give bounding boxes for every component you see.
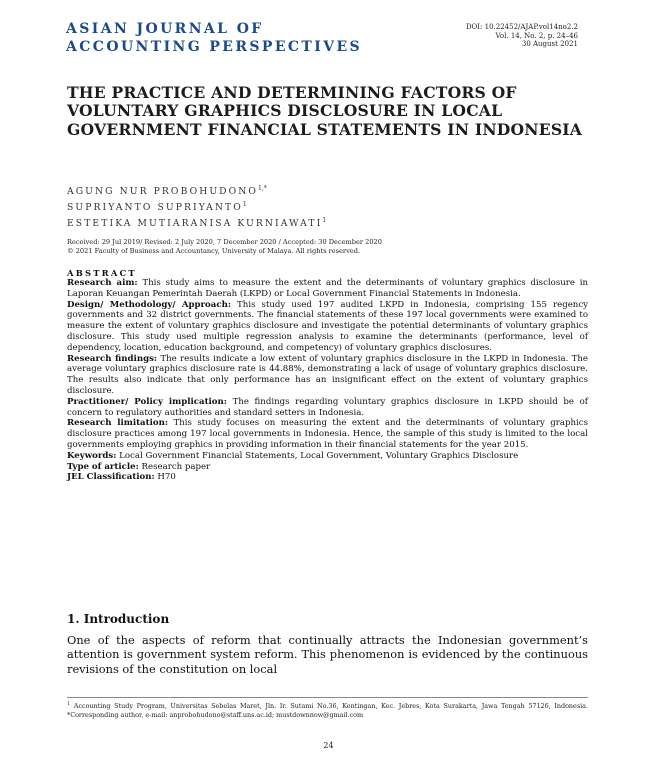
abstract-section	[67, 472, 588, 483]
abstract-label: Research findings:	[67, 353, 158, 364]
abstract-section	[67, 418, 588, 450]
page-number: 24	[323, 741, 334, 750]
author-name: AGUNG NUR PROBOHUDONO	[67, 186, 259, 198]
abstract-text: This study aims to measure the extent and the determinants of voluntary graphics disclosure in Laporan Keuangan Pemerintah Daerah (LKPD) or Local Government Financial Statements in Indonesia.	[67, 278, 589, 299]
author-name: SUPRIYANTO SUPRIYANTO	[67, 202, 243, 214]
abstract-label: Type of article:	[67, 461, 139, 472]
abstract-heading: ABSTRACT	[67, 268, 137, 278]
abstract-label: JEL Classification:	[67, 472, 155, 483]
copyright-line: © 2021 Faculty of Business and Accountancy, University of Malaya. All rights reserved.	[67, 247, 361, 255]
abstract-text: H70	[154, 472, 176, 483]
abstract-section	[67, 300, 588, 354]
abstract-section	[67, 354, 588, 397]
abstract-label: Design/ Methodology/ Approach:	[67, 299, 232, 310]
doi-link[interactable]: DOI: 10.22452/AJAP.vol14no2.2	[465, 23, 578, 31]
section-heading: 1. Introduction	[67, 612, 170, 626]
abstract-section	[67, 397, 588, 419]
volume-info: Vol. 14, No. 2, p. 24–46	[495, 31, 578, 40]
abstract-text: Research paper	[138, 461, 211, 472]
abstract-text: Local Government Financial Statements, Local Government, Voluntary Graphics Disclosure	[116, 450, 519, 461]
journal-name	[66, 20, 362, 56]
abstract-section	[67, 462, 588, 473]
author-affiliation-mark: 1	[322, 217, 327, 225]
article-title: THE PRACTICE AND DETERMINING FACTORS OF VOLUNTARY GRAPHICS DISCLOSURE IN LOCAL GOVERNMENT FINANCIAL STATEMENTS IN INDONESIA	[67, 83, 583, 139]
author	[67, 198, 326, 214]
abstract-text: The findings regarding voluntary graphics disclosure in LKPD should be of concern to regulatory authorities and standard setters in Indonesia.	[67, 396, 588, 418]
footnote-divider	[67, 697, 588, 698]
submission-dates: Received: 29 Jul 2019/ Revised: 2 July 2020, 7 December 2020 / Accepted: 30 December 2020	[67, 238, 382, 246]
journal-name-line2: ACCOUNTING PERSPECTIVES	[66, 39, 363, 55]
footnote	[67, 700, 588, 719]
author-name: ESTETIKA MUTIARANISA KURNIAWATI	[67, 218, 323, 230]
abstract-label: Research limitation:	[67, 418, 169, 429]
article-meta	[466, 23, 578, 49]
footnote-mark: 1	[67, 701, 71, 707]
intro-paragraph: One of the aspects of reform that continually attracts the Indonesian government’s attention is government system reform. This phenomenon is evidenced by the continuous revisions of the constitution on local	[67, 633, 588, 676]
author-list	[67, 182, 326, 230]
journal-name-line1: ASIAN JOURNAL OF	[66, 21, 264, 37]
abstract-text: This study focuses on measuring the extent and the determinants of voluntary graphics disclosure practices among 197 local governments in Indonesia. Hence, the sample of this study is limited to the local governments employing graphics in providing information in their financial statements for the year 2015.	[67, 418, 588, 450]
abstract-text: The results indicate a low extent of voluntary graphics disclosure in the LKPD in Indonesia. The average voluntary graphics disclosure rate is 44.88%, demonstrating a lack of usage of voluntary graphics disclosure. The results also indicate that only performance has an insignificant effect on the extent of voluntary graphics disclosure.	[67, 353, 588, 396]
abstract-label: Keywords:	[67, 450, 117, 461]
abstract-label: Research aim:	[67, 278, 138, 288]
article-history	[67, 238, 597, 256]
publication-date: 30 August 2021	[521, 40, 578, 48]
author	[67, 214, 326, 230]
abstract-section	[67, 451, 588, 462]
author	[67, 182, 326, 198]
abstract-label: Practitioner/ Policy implication:	[67, 396, 227, 407]
abstract-text: This study used 197 audited LKPD in Indonesia, comprising 155 regency governments and 32 district governments. The financial statements of these 197 local governments were examined to measure the extent of voluntary graphics disclosure and investigate the potential determinants of voluntary graphics disclosure. This study used multiple regression analysis to examine the determinants (performance, level of dependency, location, education background, and competency) of voluntary graphics disclosures.	[67, 299, 588, 353]
author-affiliation-mark: 1,*	[258, 185, 267, 192]
abstract-section	[67, 278, 588, 300]
author-affiliation-mark: 1	[242, 201, 247, 209]
footnote-text: Accounting Study Program, Universitas Sebelas Maret, Jln. Ir. Sutami No.36, Kentingan, Kec. Jebres, Kota Surakarta, Jawa Tengah 57126, Indonesia. *Corresponding author, e-mail: anprobohudono@staff.uns.ac.id; mustdownnow@gmail.com	[67, 702, 588, 719]
abstract-body	[67, 278, 588, 483]
